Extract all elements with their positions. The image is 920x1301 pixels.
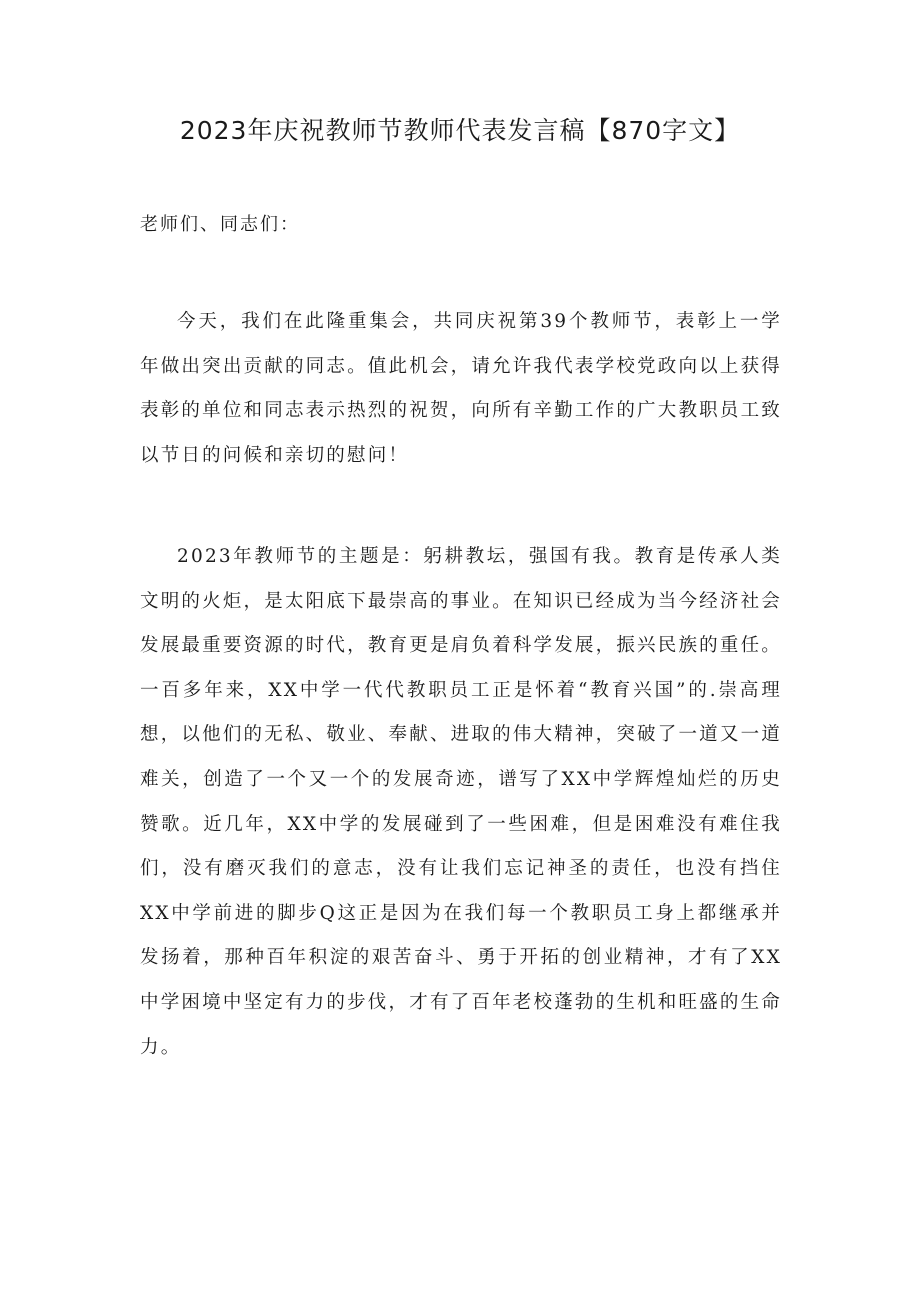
document-title: 2023年庆祝教师节教师代表发言稿【870字文】: [179, 116, 741, 145]
paragraph-1: 今天，我们在此隆重集会，共同庆祝第39个教师节，表彰上一学年做出突出贡献的同志。值此机会，请允许我代表学校党政向以上获得表彰的单位和同志表示热烈的祝贺，向所有辛勤工作的广大教职员工致以节日的问候和亲切的慰问！: [140, 311, 782, 466]
paragraph-2: 2023年教师节的主题是：躬耕教坛，强国有我。教育是传承人类文明的火炬，是太阳底下最崇高的事业。在知识已经成为当今经济社会发展最重要资源的时代，教育更是肩负着科学发展，振兴民族的重任。一百多年来，XX中学一代代教职员工正是怀着“教育兴国”的.崇高理想，以他们的无私、敬业、奉献、进取的伟大精神，突破了一道又一道难关，创造了一个又一个的发展奇迹，谱写了XX中学辉煌灿烂的历史赞歌。近几年，XX中学的发展碰到了一些困难，但是困难没有难住我们，没有磨灭我们的意志，没有让我们忘记神圣的责任，也没有挡住XX中学前进的脚步Q这正是因为在我们每一个教职员工身上都继承并发扬着，那种百年积淀的艰苦奋斗、勇于开拓的创业精神，才有了XX中学困境中坚定有力的步伐，才有了百年老校蓬勃的生机和旺盛的生命力。: [140, 546, 782, 1058]
salutation: 老师们、同志们：: [140, 214, 300, 235]
